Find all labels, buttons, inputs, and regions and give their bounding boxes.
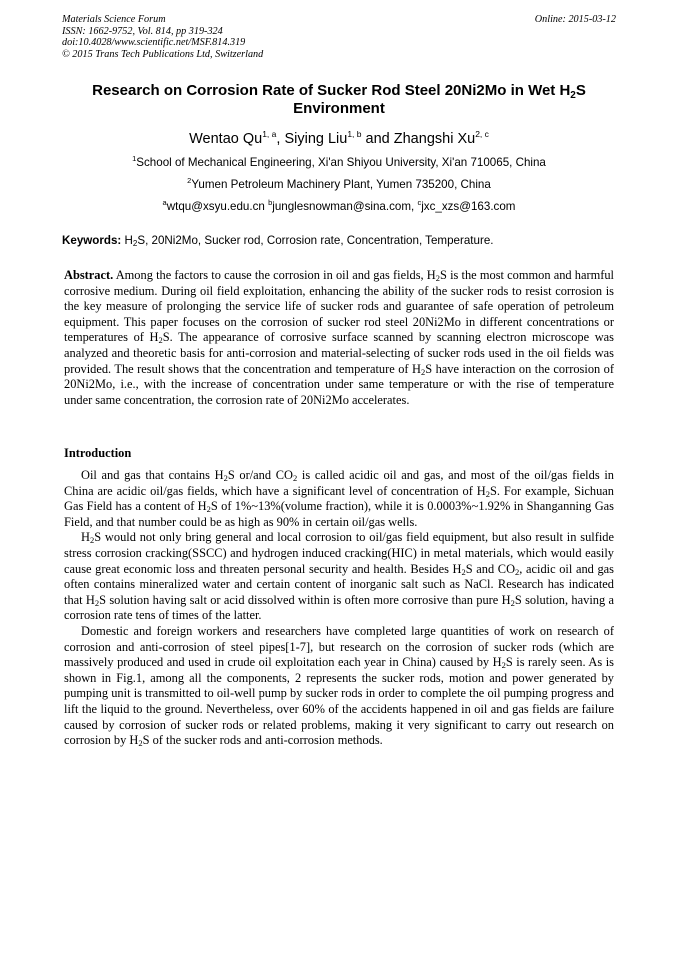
journal-header [62,14,616,60]
subscript: 2 [461,566,466,577]
text-part: S solution, having a corrosion rate tens of times of the latter. [64,592,614,623]
text-part: S solution having salt or acid dissolved within is often more corrosive than pure H [99,592,511,607]
section-heading-introduction: Introduction [64,446,132,460]
author-separator: and [361,131,394,147]
subscript: 2 [223,473,228,483]
keywords-sub: 2 [132,239,138,248]
abstract-part: S is the most common and harmful corrosive medium. During oil field exploitation, enhancing the ability of the sucker rods to resist corrosion is the key measure of prolonging the service life of sucker rods and guarantee of safe operation of petroleum equipment. This paper focuses on the corrosion of sucker rod steel 20Ni2Mo in different concentrations or temperatures of H [64,268,614,345]
text-part: S. For example, Sichuan Gas Field has a content of H [64,483,615,514]
text-part: is called acidic oil and gas, and most of the oil/gas fields in China are acidic oil/gas fields, which have a significant level of concentration of H [64,468,614,498]
paper-title [62,82,616,118]
doi-line: doi:10.4028/www.scientific.net/MSF.814.319 [62,37,246,48]
keywords-h: H [124,234,133,247]
email-link[interactable]: jxc_xzs@163.com [421,200,516,213]
abstract-sub: 2 [158,335,163,346]
author-affil-mark: 1, b [347,129,362,139]
author-affil-mark: 1, a [262,129,277,139]
abstract-part: S have interaction on the corrosion of 20Ni2Mo, i.e., with the increase of concentration under same temperature or with the rise of temperature under same concentration, the corrosion rate of 20Ni2Mo accelerates. [64,361,615,407]
intro-paragraph-2 [64,530,614,624]
text-part: , acidic oil and gas often contains mineralized water and certain content of inorganic salt such as NaCl. Research has indicated that H [64,561,614,607]
abstract-sub: 2 [435,273,441,283]
text-part: S would not only bring general and local corrosion to oil/gas field equipment, but also result in sulfide stress corrosion cracking(SSCC) and hydrogen induced cracking(HIC) in metal materials, which would easily cause great economic loss and threaten personal security and health. Besides H [64,530,614,576]
subscript: 2 [89,535,95,546]
title-line-1 [62,82,616,100]
issn-line: ISSN: 1662-9752, Vol. 814, pp 319-324 [62,25,223,37]
subscript: 2 [501,660,506,671]
abstract-part: Among the factors to cause the corrosion in oil and gas fields, H [113,268,436,282]
copyright-line: © 2015 Trans Tech Publications Ltd, Switzerland [62,48,264,60]
title-subscript: 2 [570,90,576,101]
email-list [62,200,616,214]
text-part: S of 1%~13%(volume fraction), while it is 0.0003%~1.92% in Shanganning Gas Field, and that number could be as high as 90% in certain oil/gas wells. [64,499,614,529]
title-line-2: Environment [293,100,385,117]
subscript: 2 [206,504,211,515]
author-affil-mark: 2, c [475,129,489,139]
text-part: S and CO [465,561,516,576]
text-part: S is rarely seen. As is shown in Fig.1, among all the components, 2 represents the sucker rods, motion and power generated by pumping unit is transmitted to oil-well pump by sucker rods in order to complete the oil pumping progress and lift the liquid to the ground. Nevertheless, over 60% of the accidents happened in oil and gas fields are failure caused by corrosion of sucker rods or related problems, making it very significant to carry out research on corrosion by H [64,655,615,748]
author-name: Zhangshi Xu [393,131,476,147]
text-part: Domestic and foreign workers and researchers have completed large quantities of work on research of corrosion and anti-corrosion of steel pipes[1-7], but research on the corrosion of sucker rods (which are massively produced and used in crude oil exploitation each year in China) caused by H [64,623,614,670]
title-text-end: S [575,82,586,99]
text-part: H [81,530,90,545]
subscript: 2 [292,473,298,483]
intro-paragraph-3 [64,624,614,749]
author-name: Siying Liu [284,131,348,147]
author-name: Wentao Qu [189,131,263,147]
introduction-body [64,468,614,749]
affiliation-text: School of Mechanical Engineering, Xi'an Shiyou University, Xi'an 710065, China [136,156,546,169]
keywords-text: S, 20Ni2Mo, Sucker rod, Corrosion rate, Concentration, Temperature. [137,234,494,247]
subscript: 2 [94,597,100,608]
abstract-text [64,268,614,408]
affiliation-mark: 2 [187,176,192,185]
affiliation-1 [62,156,616,170]
subscript: 2 [515,566,520,577]
abstract-part: S. The appearance of corrosive surface scanned by scanning electron microscope was analyzed and theoretic basis for anti-corrosion and material-selecting of sucker rods used in the oil fields was provided. The result shows that the concentration and temperature of H [64,330,614,376]
keywords-label: Keywords: [62,234,122,247]
online-date: Online: 2015-03-12 [534,14,616,25]
affiliation-text: Yumen Petroleum Machinery Plant, Yumen 735200, China [191,178,491,191]
email-link[interactable]: junglesnowman@sina.com, [272,200,415,213]
text-part: S or/and CO [227,468,293,482]
subscript: 2 [485,488,490,499]
abstract-paragraph [64,268,614,408]
subscript: 2 [138,738,143,749]
email-mark: a [162,198,167,207]
abstract-label: Abstract. [64,268,114,282]
email-mark: b [268,198,273,207]
author-separator: , [276,131,285,147]
text-part: Oil and gas that contains H [81,468,224,482]
subscript: 2 [510,597,515,608]
email-link[interactable]: wtqu@xsyu.edu.cn [166,200,265,213]
text-part: S of the sucker rods and anti-corrosion methods. [142,733,383,748]
keywords-line [62,234,616,248]
affiliation-2 [62,178,616,192]
intro-paragraph-1 [64,468,614,530]
email-mark: c [417,198,422,207]
journal-name: Materials Science Forum [62,14,166,25]
abstract-sub: 2 [420,366,426,377]
title-text: Research on Corrosion Rate of Sucker Rod Steel 20Ni2Mo in Wet H [92,82,571,99]
author-list [62,130,616,148]
affiliation-mark: 1 [132,154,137,163]
